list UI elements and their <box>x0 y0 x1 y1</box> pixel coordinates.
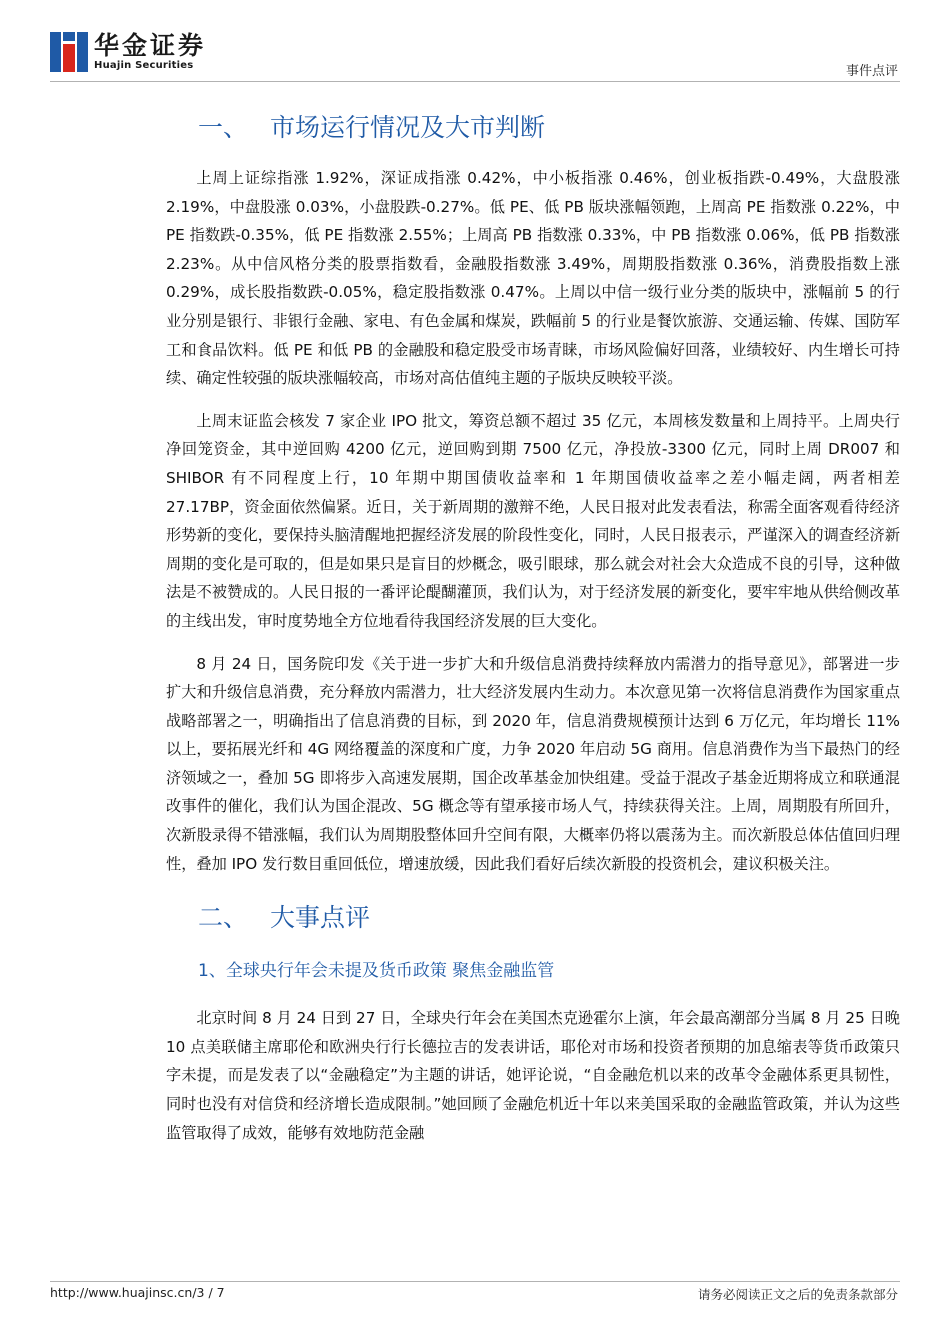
paragraph: 上周末证监会核发 7 家企业 IPO 批文，筹资总额不超过 35 亿元，本周核发数量和上周持平。上周央行净回笼资金，其中逆回购 4200 亿元，逆回购到期 7500 亿元，净投放-3300 亿元，同时上周 DR007 和 SHIBOR 有不同程度上行，10 年期中期国债收益率和 1 年期国债收益率之差小幅走阔，两者相差 27.17BP，资金面依然偏紧。近日，关于新周期的激辩不绝，人民日报对此发表看法，称需全面客观看待经济形势新的变化，要保持头脑清醒地把握经济发展的阶段性变化，同时，人民日报表示，严谨深入的调查经济新周期的变化是可取的，但是如果只是盲目的炒概念，吸引眼球，那么就会对社会大众造成不良的引导，这种做法是不被赞成的。人民日报的一番评论醍醐灌顶，我们认为，对于经济发展的新变化，要牢牢地从供给侧改革的主线出发，审时度势地全方位地看待我国经济发展的巨大变化。 <box>166 411 900 630</box>
section-heading-1 <box>198 108 900 148</box>
footer-url-page: http://www.huajinsc.cn/3 / 7 <box>50 1285 225 1300</box>
section-title: 大事点评 <box>270 903 371 933</box>
main-content <box>166 108 900 1147</box>
company-logo <box>50 32 206 72</box>
paragraph: 北京时间 8 月 24 日到 27 日，全球央行年会在美国杰克逊霍尔上演，年会最高潮部分当属 8 月 25 日晚 10 点美联储主席耶伦和欧洲央行行长德拉吉的发表讲话，耶伦对市场和投资者预期的加息缩表等货币政策只字未提，而是发表了以“金融稳定”为主题的讲话，她评论说，“自金融危机以来的改革令金融体系更具韧性，同时也没有对信贷和经济增长造成限制。”她回顾了金融危机近十年以来美国采取的金融监管政策，并认为这些监管取得了成效，能够有效地防范金融 <box>166 1009 900 1142</box>
page-header <box>0 0 950 90</box>
paragraph: 8 月 24 日，国务院印发《关于进一步扩大和升级信息消费持续释放内需潜力的指导意见》，部署进一步扩大和升级信息消费，充分释放内需潜力，壮大经济发展内生动力。本次意见第一次将信息消费作为国家重点战略部署之一，明确指出了信息消费的目标，到 2020 年，信息消费规模预计达到 6 万亿元，年均增长 11%以上，要拓展光纤和 4G 网络覆盖的深度和广度，力争 2020 年启动 5G 商用。信息消费作为当下最热门的经济领域之一，叠加 5G 即将步入高速发展期，国企改革基金加快组建。受益于混改子基金近期将成立和联通混改事件的催化，我们认为国企混改、5G 概念等有望承接市场人气，持续获得关注。上周，周期股有所回升，次新股录得不错涨幅，我们认为周期股整体回升空间有限，大概率仍将以震荡为主。而次新股总体估值回归理性，叠加 IPO 发行数目重回低位，增速放缓，因此我们看好后续次新股的投资机会，建议积极关注。 <box>166 654 900 873</box>
huajin-logo-icon <box>50 32 88 72</box>
header-divider <box>50 81 900 82</box>
footer-divider <box>50 1281 900 1282</box>
section-title: 市场运行情况及大市判断 <box>270 113 546 142</box>
document-type-label: 事件点评 <box>845 64 898 79</box>
company-name-en: Huajin Securities <box>94 60 194 71</box>
footer-disclaimer: 请务必阅读正文之后的免责条款部分 <box>697 1287 898 1302</box>
section-heading-2 <box>198 898 900 938</box>
subsection-heading: 1、全球央行年会未提及货币政策 聚焦金融监管 <box>198 961 555 982</box>
section-number: 二、 <box>198 903 249 933</box>
paragraph: 上周上证综指涨 1.92%，深证成指涨 0.42%，中小板指涨 0.46%，创业板指跌-0.49%，大盘股涨 2.19%，中盘股涨 0.03%，小盘股跌-0.27%。低 PE、低 PB 版块涨幅领跑，上周高 PE 指数涨 0.22%，中 PE 指数跌-0.35%，低 PE 指数涨 2.55%；上周高 PB 指数涨 0.33%，中 PB 指数涨 0.06%，低 PB 指数涨 2.23%。从中信风格分类的股票指数看，金融股指数涨 3.49%，周期股指数涨 0.36%，消费股指数上涨 0.29%，成长股指数跌-0.05%，稳定股指数涨 0.47%。上周以中信一级行业分类的版块中，涨幅前 5 的行业分别是银行、非银行金融、家电、有色金属和煤炭，跌幅前 5 的行业是餐饮旅游、交通运输、传媒、国防军工和食品饮料。低 PE 和低 PB 的金融股和稳定股受市场青睐，市场风险偏好回落，业绩较好、内生增长可持续、确定性较强的版块涨幅较高，市场对高估值纯主题的子版块反映较平淡。 <box>166 169 900 388</box>
company-name-cn: 华金证券 <box>94 31 207 60</box>
section-number: 一、 <box>198 113 249 142</box>
